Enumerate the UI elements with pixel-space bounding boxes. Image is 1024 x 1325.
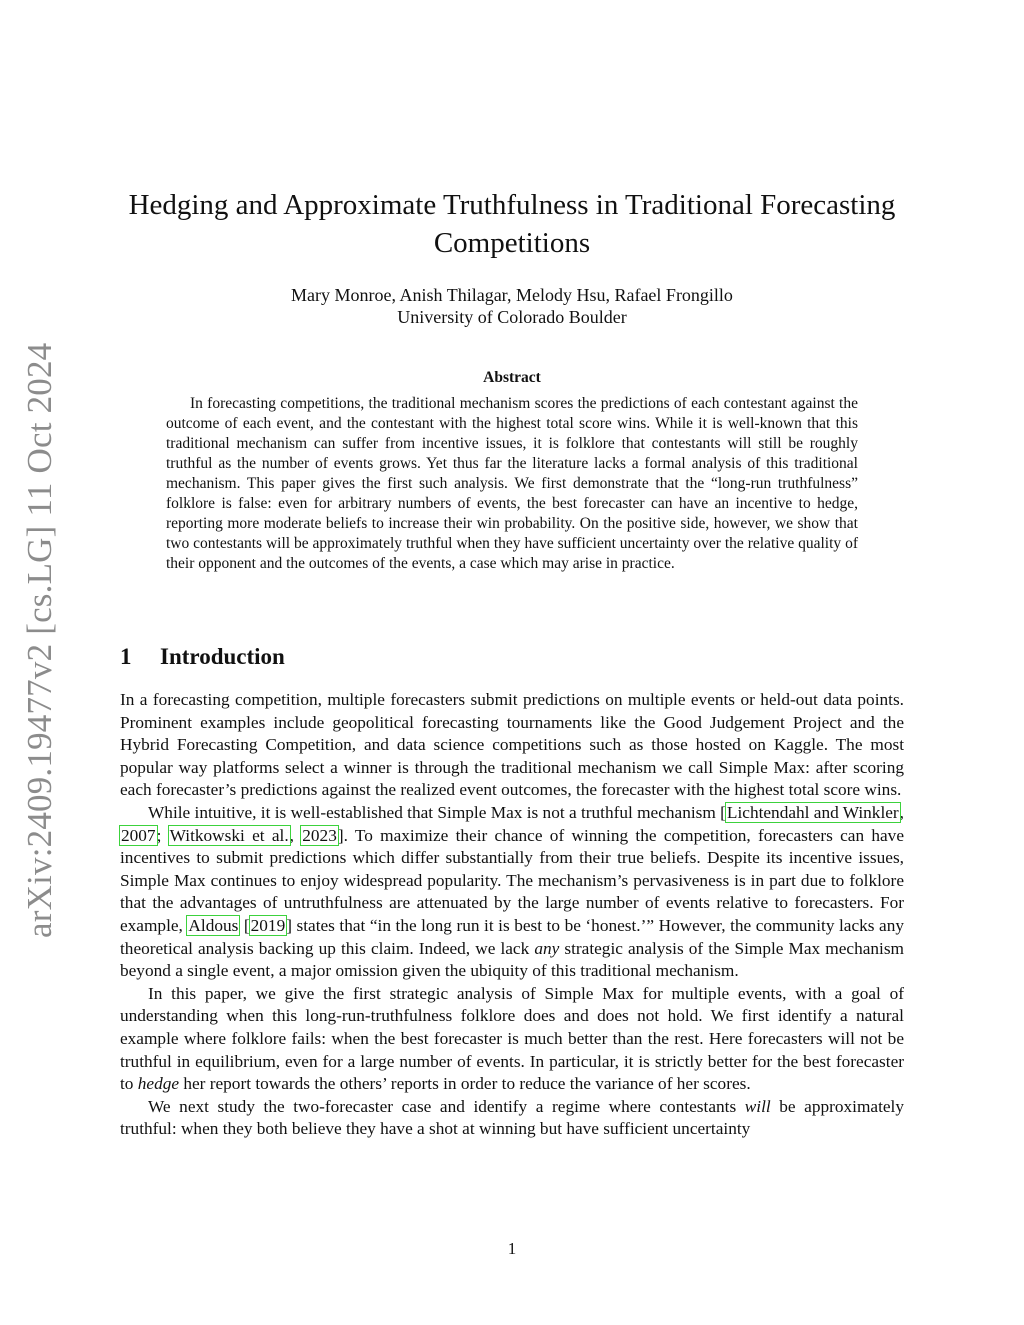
citation-aldous[interactable]: Aldous: [188, 915, 239, 935]
section-number: 1: [120, 644, 132, 669]
citation-separator: ,: [289, 825, 302, 845]
paragraph-2-text-a: While intuitive, it is well-established that Simple Max is not a truthful mechanism: [148, 802, 721, 822]
paragraph-4: [120, 1096, 904, 1141]
section-heading: [120, 643, 904, 671]
section-title: Introduction: [160, 644, 285, 669]
paragraph-4-text-a: We next study the two-forecaster case and identify a regime where contestants: [148, 1096, 745, 1116]
citation-witkowski-year[interactable]: 2023: [302, 825, 337, 845]
paragraph-3-text-a: In this paper, we give the first strategic analysis of Simple Max for multiple events, with a goal of understanding when this long-run-truthfulness folklore does and does not hold. We first identify a natural example where folklore fails: when the best forecaster is much better than the rest. Here forecasters will not be truthful in equilibrium, even for a large number of events. In particular, it is strictly better for the best forecaster to: [120, 983, 904, 1094]
affiliation: University of Colorado Boulder: [397, 307, 627, 327]
paragraph-2-text-b: . To maximize their chance of winning the competition, forecasters can have incentives to submit predictions which differ substantially from their true beliefs. Despite its incentive issues, Simple Max continues to enjoy widespread popularity. The mechanism’s pervasiveness is in part due to folklore that the advantages of untruthfulness are attenuated by the large number of events relative to forecasters. For example,: [120, 825, 904, 935]
paragraph-3-text-b: her report towards the others’ reports in order to reduce the variance of her scores.: [179, 1074, 751, 1094]
paragraph-4-text-b: be approximately truthful: when they both believe they have a shot at winning but have sufficient uncertainty: [120, 1096, 904, 1139]
introduction-body: [120, 689, 904, 1141]
author-list: Mary Monroe, Anish Thilagar, Melody Hsu, Rafael Frongillo: [291, 285, 733, 305]
abstract-heading: Abstract: [483, 369, 541, 386]
paragraph-3: [120, 983, 904, 1096]
paragraph-1: In a forecasting competition, multiple forecasters submit predictions on multiple events or held-out data points. Prominent examples include geopolitical forecasting tournaments like the Good Judgement Project and the Hybrid Forecasting Competition, and data science competitions such as those hosted on Kaggle. The most popular way platforms select a winner is through the traditional mechanism we call Simple Max: after scoring each forecaster’s predictions against the realized event outcomes, the forecaster with the highest total score wins.: [120, 690, 904, 800]
emphasis-any: any: [534, 938, 560, 958]
citation-witkowski[interactable]: Witkowski et al.: [169, 825, 289, 845]
page-number: 1: [507, 1239, 517, 1258]
citation-lichtendahl-winkler[interactable]: Lichtendahl and Winkler: [726, 802, 899, 822]
citation-separator: ;: [156, 825, 169, 845]
paper-title: Hedging and Approximate Truthfulness in Traditional Forecasting Competitions: [128, 189, 896, 259]
citation-lichtendahl-winkler-year[interactable]: 2007: [121, 825, 156, 845]
paragraph-2: While intuitive, it is well-established that Simple Max is not a truthful mechanism [Lichtendahl and Winkler, 2007; Witkowski et al., 2023]. To maximize their chance of winning the competition, forecasters can have incentives to submit predictions which differ substantially from their true beliefs. Despite its incentive issues, Simple Max continues to enjoy widespread popularity. The mechanism’s pervasiveness is in part due to folklore that the advantages of untruthfulness are attenuated by the large number of events relative to forecasters. For example, Aldous [2019] states that “in the long run it is best to be ‘honest.’” However, the community lacks any theoretical analysis backing up this claim. Indeed, we lack any strategic analysis of the Simple Max mechanism beyond a single event, a major omission given the ubiquity of this traditional mechanism.: [120, 802, 904, 981]
arxiv-identifier: arXiv:2409.19477v2 [cs.LG] 11 Oct 2024: [20, 342, 59, 938]
emphasis-will: will: [744, 1096, 771, 1116]
paragraph-2-text-c: states that “in the long run it is best to be ‘honest.’” However, the community lacks any theoretical analysis backing up this claim. Indeed, we lack: [120, 915, 904, 958]
emphasis-hedge: hedge: [137, 1074, 180, 1094]
citation-aldous-year[interactable]: 2019: [250, 915, 286, 935]
abstract-text: In forecasting competitions, the traditional mechanism scores the predictions of each contestant against the outcome of each event, and the contestant with the highest total score wins. While it is well-known that this traditional mechanism can suffer from incentive issues, it is folklore that contestants will still be roughly truthful as the number of events grows. Yet thus far the literature lacks a formal analysis of this traditional mechanism. This paper gives the first such analysis. We first demonstrate that the “long-run truthfulness” folklore is false: even for arbitrary numbers of events, the best forecaster can have an incentive to hedge, reporting more moderate beliefs to increase their win probability. On the positive side, however, we show that two contestants will be approximately truthful when they have sufficient uncertainty over the relative quality of their opponent and the outcomes of the events, a case which may arise in practice.: [166, 395, 858, 572]
citation-separator: ,: [899, 802, 904, 822]
paragraph-2-text-d: strategic analysis of the Simple Max mechanism beyond a single event, a major omission given the ubiquity of this traditional mechanism.: [120, 938, 904, 981]
